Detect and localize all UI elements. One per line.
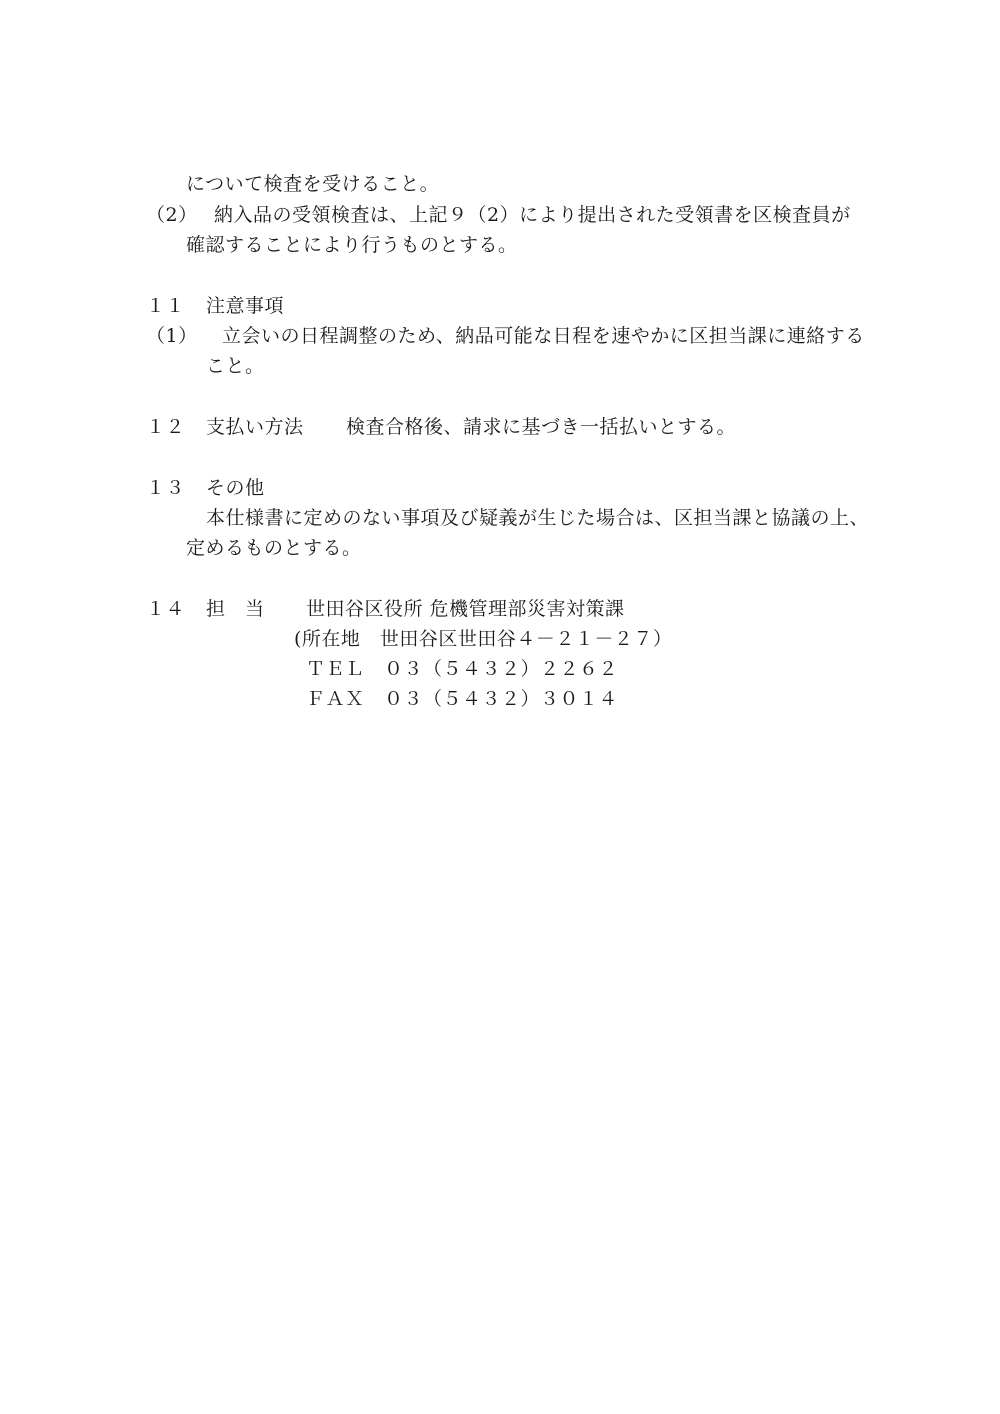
section-13-title: その他	[206, 477, 265, 499]
item-2-line2: 確認することにより行うものとする。	[186, 234, 518, 256]
section-13-line1: 本仕様書に定めのない事項及び疑義が生じた場合は、区担当課と協議の上、	[206, 507, 870, 529]
section-11-item-1-number: （1）	[146, 325, 198, 347]
item-2-line1: 納入品の受領検査は、上記９（2）により提出された受領書を区検査員が	[214, 204, 851, 226]
continuation-text: について検査を受けること。	[186, 173, 440, 195]
section-14-number: １４	[146, 598, 186, 620]
section-13-line2: 定めるものとする。	[186, 537, 362, 559]
section-11-item-1-line1: 立会いの日程調整のため、納品可能な日程を速やかに区担当課に連絡する	[222, 325, 865, 347]
section-11-title: 注意事項	[206, 295, 285, 317]
section-11-item-1-line2: こと。	[206, 355, 265, 377]
section-14-title: 担 当	[206, 598, 265, 620]
section-12-title: 支払い方法	[206, 416, 304, 438]
section-12-text: 検査合格後、請求に基づき一括払いとする。	[346, 416, 737, 438]
section-14-address: (所在地 世田谷区世田谷４－２１－２７）	[294, 628, 673, 650]
item-2-number: （2）	[146, 204, 198, 226]
section-14-office: 世田谷区役所 危機管理部災害対策課	[306, 598, 625, 620]
section-11-number: １１	[146, 295, 186, 317]
section-14-tel: ＴＥＬ ０３（５４３２）２２６２	[306, 658, 619, 680]
section-12-number: １２	[146, 416, 186, 438]
section-13-number: １３	[146, 477, 186, 499]
section-14-fax: ＦＡＸ ０３（５４３２）３０１４	[306, 688, 619, 710]
